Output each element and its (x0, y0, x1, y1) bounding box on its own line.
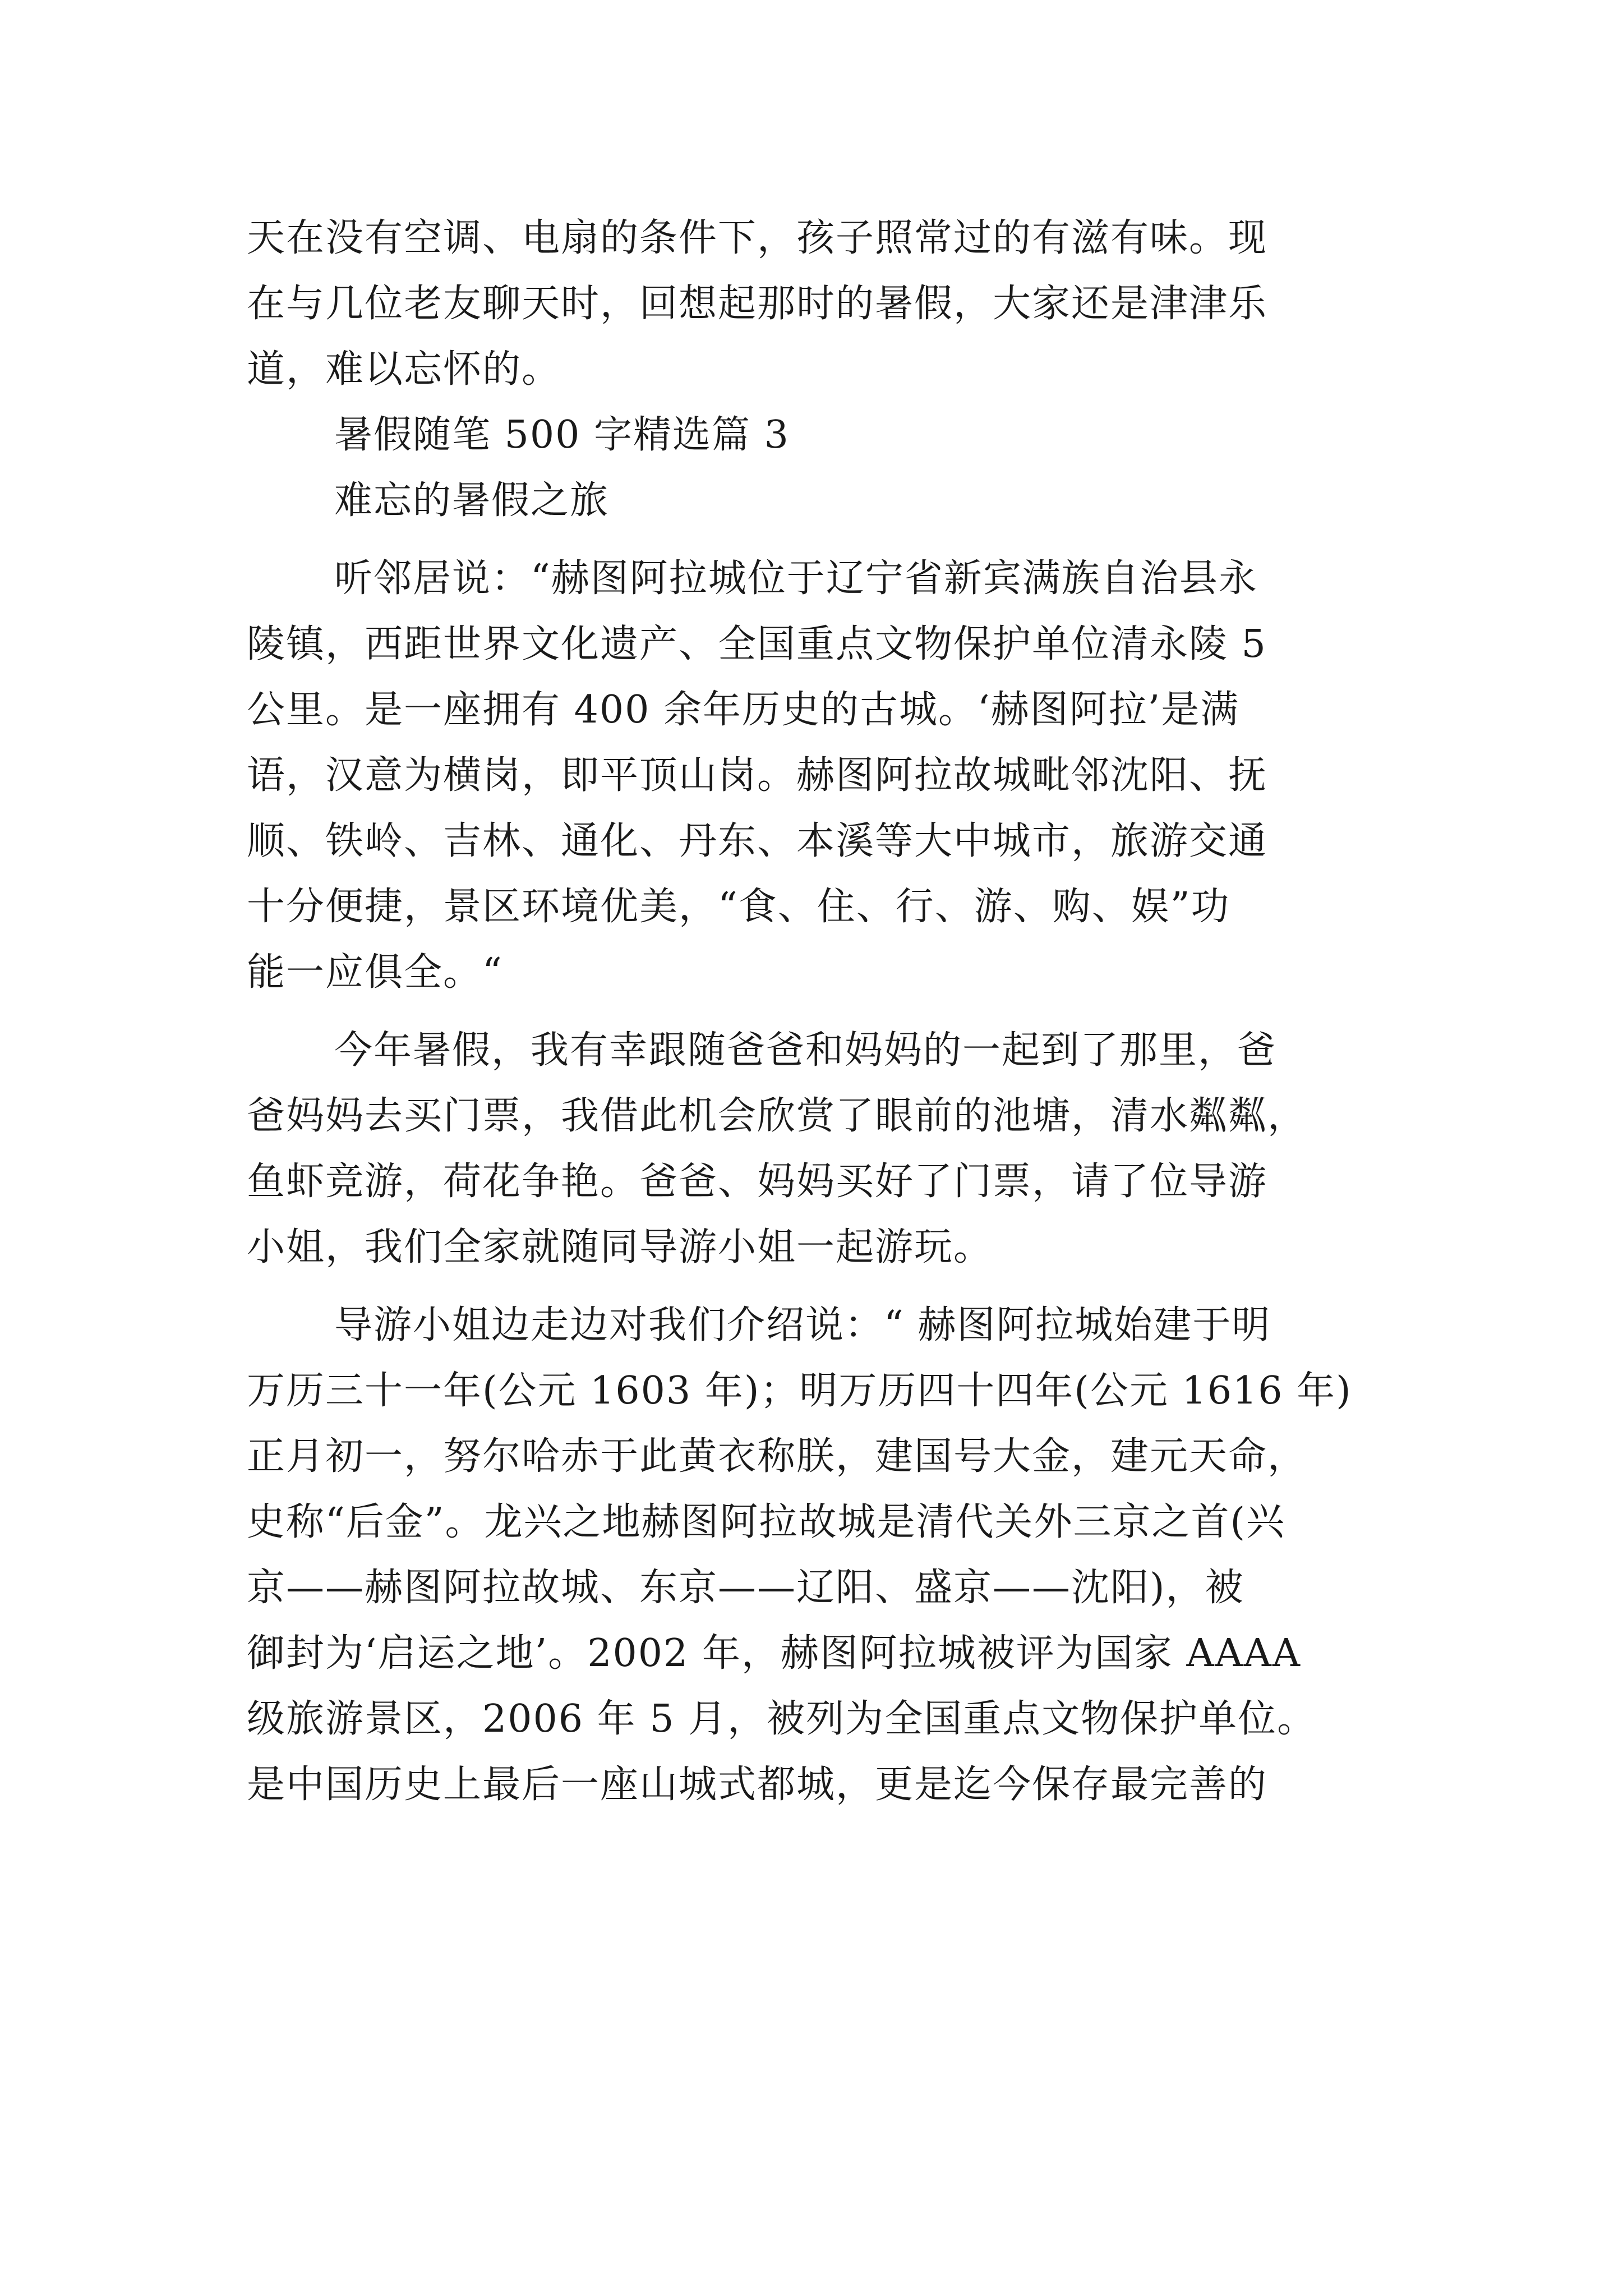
section-heading (247, 468, 1391, 533)
text-line: 道，难以忘怀的。 (247, 347, 561, 392)
text-line: 在与几位老友聊天时，回想起那时的暑假，大家还是津津乐 (247, 282, 1268, 326)
text-line: 语，汉意为横岗，即平顶山岗。赫图阿拉故城毗邻沈阳、抚 (247, 753, 1268, 798)
paragraph-gap (247, 533, 1391, 546)
paragraph (247, 205, 1391, 402)
text-line: 御封为‘启运之地’。2002 年，赫图阿拉城被评为国家 AAAA (247, 1631, 1301, 1676)
text-line: 爸妈妈去买门票，我借此机会欣赏了眼前的池塘，清水粼粼， (247, 1094, 1307, 1138)
text-line: 京——赫图阿拉故城、东京——辽阳、盛京——沈阳)，被 (247, 1566, 1244, 1610)
text-line: 陵镇，西距世界文化遗产、全国重点文物保护单位清永陵 5 (247, 622, 1267, 666)
text-line: 小姐，我们全家就随同导游小姐一起游玩。 (247, 1225, 993, 1269)
document-body (247, 205, 1391, 1818)
paragraph-gap (247, 1005, 1391, 1018)
text-line: 天在没有空调、电扇的条件下，孩子照常过的有滋有味。现 (247, 216, 1268, 260)
text-line: 万历三十一年(公元 1603 年)；明万历四十四年(公元 1616 年) (247, 1369, 1352, 1413)
paragraph (247, 1018, 1391, 1280)
section-heading (247, 402, 1391, 468)
text-line: 级旅游景区，2006 年 5 月，被列为全国重点文物保护单位。 (247, 1697, 1317, 1741)
paragraph (247, 546, 1391, 1005)
text-line: 公里。是一座拥有 400 余年历史的古城。‘赫图阿拉’是满 (247, 688, 1240, 732)
text-line: 鱼虾竞游，荷花争艳。爸爸、妈妈买好了门票，请了位导游 (247, 1159, 1268, 1204)
text-line: 十分便捷，景区环境优美，“食、住、行、游、购、娱”功 (247, 885, 1230, 929)
text-line: 史称“后金”。龙兴之地赫图阿拉故城是清代关外三京之首(兴 (247, 1500, 1286, 1544)
text-line: 顺、铁岭、吉林、通化、丹东、本溪等大中城市，旅游交通 (247, 819, 1268, 863)
text-line: 难忘的暑假之旅 (334, 478, 610, 523)
text-line: 能一应俱全。“ (247, 950, 503, 995)
text-line: 正月初一，努尔哈赤于此黄衣称朕，建国号大金，建元天命， (247, 1434, 1307, 1479)
text-line: 今年暑假，我有幸跟随爸爸和妈妈的一起到了那里，爸 (334, 1028, 1277, 1073)
text-line: 暑假随笔 500 字精选篇 3 (334, 413, 790, 457)
paragraph-gap (247, 1280, 1391, 1292)
text-line: 听邻居说：“赫图阿拉城位于辽宁省新宾满族自治县永 (334, 556, 1258, 601)
text-line: 是中国历史上最后一座山城式都城，更是迄今保存最完善的 (247, 1763, 1268, 1807)
paragraph (247, 1292, 1391, 1818)
text-line: 导游小姐边走边对我们介绍说：“ 赫图阿拉城始建于明 (334, 1303, 1271, 1347)
